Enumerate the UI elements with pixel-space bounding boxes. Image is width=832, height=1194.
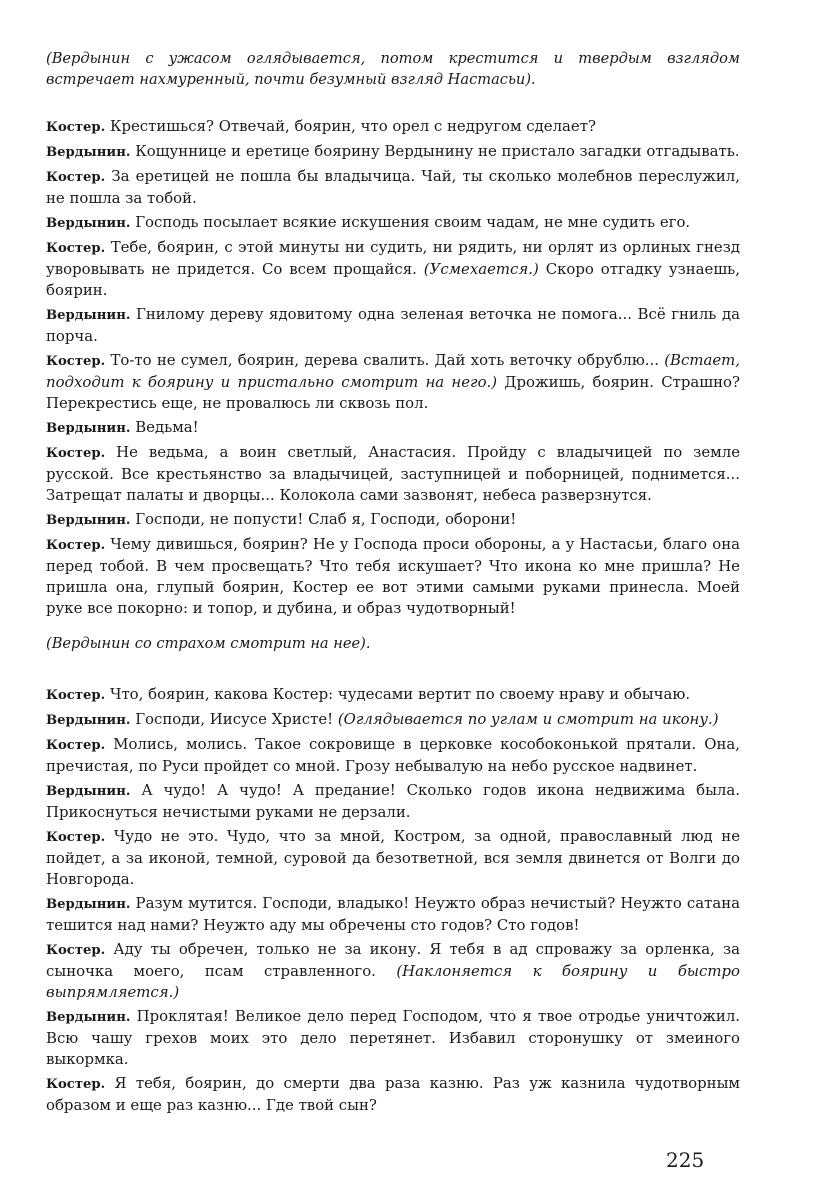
speaker-name: Вердынин.: [46, 713, 131, 728]
dialogue-line: [46, 1073, 740, 1116]
dialogue-line: [46, 141, 740, 163]
speaker-name: Костер.: [46, 738, 106, 753]
line-text: Гнилому дереву ядовитому одна зеленая веточка не помога... Всё гниль да порча.: [46, 305, 741, 345]
dialogue-line: [46, 116, 740, 138]
speaker-name: Костер.: [46, 943, 106, 958]
speaker-name: Вердынин.: [46, 421, 131, 436]
dialogue-line: [46, 1006, 740, 1070]
line-text: Чудо не это. Чудо, что за мной, Костром, за одной, православный люд не пойдет, а за иконой, темной, суровой да безответной, вся земля двинется от Волги до Новгорода.: [46, 827, 741, 888]
line-text: Что, боярин, какова Костер: чудесами вертит по своему нраву и обычаю.: [109, 685, 691, 703]
line-text: Ведьма!: [135, 418, 199, 436]
line-text-after: Скоро отгадку узнаешь, боярин.: [46, 260, 741, 299]
dialogue-line: [46, 166, 740, 209]
line-text: Тебе, боярин, с этой минуты ни судить, ни рядить, ни орлят из орлиных гнезд уворовывать не придется. Со всем прощайся.: [46, 238, 740, 278]
stage-direction-opening: (Вердынин с ужасом оглядывается, потом крестится и твердым взглядом встречает нахмуренный, почти безумный взгляд Настасьи).: [46, 50, 740, 88]
line-text: Аду ты обречен, только не за икону. Я тебя в ад спроважу за орленка, за сыночка моего, псам стравленного.: [46, 940, 741, 980]
stage-direction-middle: (Вердынин со страхом смотрит на нее).: [46, 635, 371, 652]
speaker-name: Костер.: [46, 354, 106, 369]
speaker-name: Костер.: [46, 120, 106, 135]
line-text: Проклятая! Великое дело перед Господом, что я твое отродье уничтожил. Всю чашу грехов моих это дело перетянет. Избавил сторонушку от змеиного выкормка.: [46, 1007, 741, 1068]
speaker-name: Вердынин.: [46, 1010, 131, 1025]
stage-note: (Усмехается.): [423, 260, 539, 278]
line-text: То-то не сумел, боярин, дерева свалить. Дай хоть веточку обрублю...: [110, 351, 659, 369]
line-text: Я тебя, боярин, до смерти два раза казню. Раз уж казнила чудотворным образом и еще раз казню... Где твой сын?: [46, 1074, 741, 1114]
line-text: Молись, молись. Такое сокровище в церковке кособоконькой прятали. Она, пречистая, по Руси пройдет со мной. Грозу небывалую на небо русское надвинет.: [46, 735, 740, 775]
speaker-name: Костер.: [46, 170, 106, 185]
speaker-name: Костер.: [46, 538, 106, 553]
line-text: Кощуннице и еретице боярину Вердынину не пристало загадки отгадывать.: [135, 142, 740, 160]
dialogue-line: [46, 534, 740, 619]
line-text: Господи, Иисусе Христе!: [135, 710, 334, 728]
page-number: 225: [666, 1148, 705, 1172]
dialogue-block-1: [46, 116, 740, 619]
line-text: Разум мутится. Господи, владыко! Неужто образ нечистый? Неужто сатана тешится над нами? Неужто аду мы обречены сто годов? Сто годов!: [46, 894, 740, 934]
speaker-name: Костер.: [46, 1077, 106, 1092]
line-text: Господи, не попусти! Слаб я, Господи, оборони!: [135, 510, 517, 528]
line-text: Крестишься? Отвечай, боярин, что орел с недругом сделает?: [109, 117, 596, 135]
dialogue-line: [46, 417, 740, 439]
line-text: Господь посылает всякие искушения своим чадам, не мне судить его.: [135, 213, 691, 231]
dialogue-line: [46, 709, 740, 731]
dialogue-line: [46, 684, 740, 706]
dialogue-line: [46, 780, 740, 823]
speaker-name: Вердынин.: [46, 216, 131, 231]
dialogue-line: [46, 734, 740, 777]
dialogue-line: [46, 893, 740, 936]
speaker-name: Вердынин.: [46, 145, 131, 160]
stage-note: (Оглядывается по углам и смотрит на икону.): [337, 710, 719, 728]
speaker-name: Костер.: [46, 830, 106, 845]
line-text: А чудо! А чудо! А предание! Сколько годов икона недвижима была. Прикоснуться нечистыми руками не дерзали.: [46, 781, 741, 821]
speaker-name: Костер.: [46, 688, 106, 703]
speaker-name: Вердынин.: [46, 308, 131, 323]
line-text: Не ведьма, а воин светлый, Анастасия. Пройду с владычицей по земле русской. Все крестьянство за владычицей, заступницей и поборницей, поднимется... Затрещат палаты и дворцы... Колокола сами зазвонят, небеса разверзнутся.: [46, 443, 741, 504]
dialogue-line: [46, 350, 740, 414]
line-text: Чему дивишься, боярин? Не у Господа проси обороны, а у Настасьи, благо она перед тобой. В чем просвещать? Что тебя искушает? Что икона ко мне пришла? Не пришла она, глупый боярин, Костер ее вот этими самыми руками принесла. Моей руке все покорно: и топор, и дубина, и образ чудотворный!: [46, 535, 741, 617]
dialogue-line: [46, 826, 740, 890]
dialogue-line: [46, 237, 740, 301]
line-text-after: Дрожишь, боярин. Страшно? Перекрестись еще, не провалюсь ли сквозь пол.: [46, 373, 740, 412]
stage-note: (Наклоняется к боярину и быстро выпрямляется.): [46, 962, 740, 1001]
line-text: За еретицей не пошла бы владычица. Чай, ты сколько молебнов переслужил, не пошла за тобой.: [46, 167, 741, 207]
stage-note: (Встает, подходит к боярину и пристально смотрит на него.): [46, 351, 741, 391]
dialogue-line: [46, 509, 740, 531]
dialogue-block-2: [46, 684, 740, 1116]
speaker-name: Вердынин.: [46, 784, 131, 799]
speaker-name: Костер.: [46, 241, 106, 256]
dialogue-line: [46, 939, 740, 1003]
dialogue-line: [46, 212, 740, 234]
speaker-name: Вердынин.: [46, 513, 131, 528]
dialogue-line: [46, 304, 740, 347]
dialogue-line: [46, 442, 740, 506]
speaker-name: Вердынин.: [46, 897, 131, 912]
speaker-name: Костер.: [46, 446, 106, 461]
